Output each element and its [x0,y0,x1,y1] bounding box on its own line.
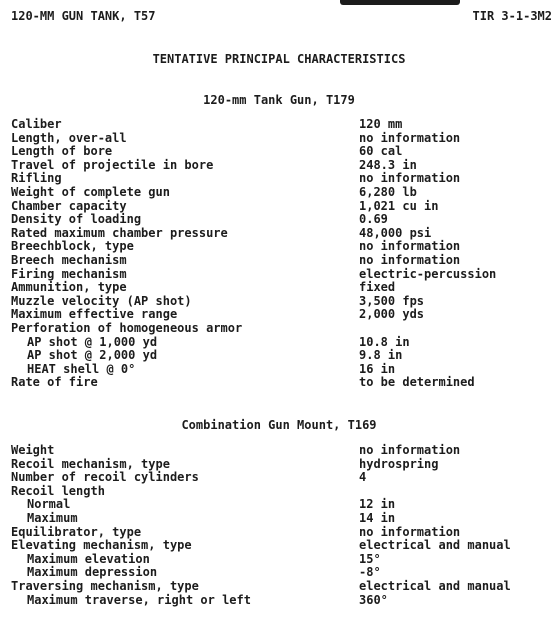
characteristic-value: 4 [359,470,367,485]
characteristic-label: Length of bore [11,144,113,159]
characteristic-row [11,281,551,295]
characteristic-value: no information [359,524,461,539]
characteristic-value: 9.8 in [359,348,403,363]
characteristic-label: Recoil length [11,483,105,498]
characteristic-value: 6,280 lb [359,184,417,199]
characteristic-label: Breechblock, type [11,239,134,254]
characteristic-row [11,118,551,132]
characteristic-row [11,553,551,567]
characteristic-label: AP shot @ 2,000 yd [27,348,158,363]
characteristic-row [11,458,551,472]
header-left: 120-MM GUN TANK, T57 [11,9,156,23]
characteristic-value: 3,500 fps [359,293,425,308]
characteristic-label: Maximum depression [27,565,158,580]
characteristic-value: -8° [359,565,381,580]
characteristic-row [11,526,551,540]
characteristic-label: Length, over-all [11,130,127,145]
characteristic-value: 16 in [359,361,396,376]
characteristic-label: Weight of complete gun [11,184,170,199]
gun-mount-characteristics [11,444,551,607]
characteristic-value: no information [359,239,461,254]
characteristic-row [11,498,551,512]
characteristic-value: no information [359,252,461,267]
characteristic-value: 48,000 psi [359,225,432,240]
characteristic-row [11,159,551,173]
characteristic-row [11,322,551,336]
characteristic-row [11,200,551,214]
characteristic-value: 14 in [359,510,396,525]
characteristic-value: 0.69 [359,212,388,227]
characteristic-value: electrical and manual [359,538,511,553]
characteristic-label: Number of recoil cylinders [11,470,199,485]
characteristic-value: 120 mm [359,117,403,131]
characteristic-row [11,213,551,227]
characteristic-row [11,268,551,282]
characteristic-row [11,186,551,200]
characteristic-label: Rate of fire [11,375,98,390]
characteristic-label: Elevating mechanism, type [11,538,192,553]
characteristic-row [11,240,551,254]
characteristic-row [11,254,551,268]
characteristic-label: Maximum effective range [11,307,178,322]
characteristic-label: Maximum elevation [27,551,150,566]
characteristic-label: Equilibrator, type [11,524,142,539]
characteristic-row [11,363,551,377]
characteristic-value: hydrospring [359,456,439,471]
characteristic-label: Maximum [27,510,78,525]
characteristic-row [11,132,551,146]
characteristic-label: Travel of projectile in bore [11,157,214,172]
characteristic-row [11,376,551,390]
characteristic-label: Traversing mechanism, type [11,578,199,593]
characteristic-row [11,172,551,186]
characteristic-row [11,295,551,309]
characteristic-row [11,145,551,159]
characteristic-value: electric-percussion [359,266,497,281]
characteristic-row [11,227,551,241]
characteristic-row [11,539,551,553]
characteristic-label: Breech mechanism [11,252,127,267]
characteristic-row [11,336,551,350]
characteristic-label: Rated maximum chamber pressure [11,225,228,240]
characteristic-value: no information [359,443,461,457]
characteristic-label: Ammunition, type [11,280,127,295]
tank-gun-characteristics [11,118,551,390]
characteristic-value: fixed [359,280,396,295]
characteristic-row [11,512,551,526]
section-title-tank-gun: 120-mm Tank Gun, T179 [203,93,355,107]
characteristic-label: Chamber capacity [11,198,127,213]
characteristic-value: 248.3 in [359,157,417,172]
characteristic-value: 15° [359,551,381,566]
characteristic-value: 360° [359,592,388,607]
redaction-mark [340,0,460,5]
characteristic-value: 60 cal [359,144,403,159]
characteristic-label: Maximum traverse, right or left [27,592,251,607]
characteristic-label: Muzzle velocity (AP shot) [11,293,192,308]
characteristic-value: no information [359,171,461,186]
characteristic-value: electrical and manual [359,578,511,593]
characteristic-row [11,471,551,485]
characteristic-label: Density of loading [11,212,142,227]
characteristic-row [11,580,551,594]
characteristic-value: 12 in [359,497,396,512]
characteristic-label: Caliber [11,117,62,131]
characteristic-row [11,349,551,363]
characteristic-label: Rifling [11,171,62,186]
characteristic-label: HEAT shell @ 0° [27,361,136,376]
characteristic-label: AP shot @ 1,000 yd [27,334,158,349]
characteristic-row [11,308,551,322]
characteristic-value: to be determined [359,375,475,390]
characteristic-row [11,566,551,580]
characteristic-label: Recoil mechanism, type [11,456,170,471]
characteristic-value: 10.8 in [359,334,410,349]
characteristic-row [11,485,551,499]
characteristic-label: Perforation of homogeneous armor [11,320,243,335]
section-title-gun-mount: Combination Gun Mount, T169 [181,418,377,432]
characteristic-label: Normal [27,497,71,512]
characteristic-value: no information [359,130,461,145]
document-title: TENTATIVE PRINCIPAL CHARACTERISTICS [152,52,406,66]
header-right: TIR 3-1-3M2 [472,9,552,23]
characteristic-row [11,594,551,608]
characteristic-label: Weight [11,443,55,457]
characteristic-value: 1,021 cu in [359,198,439,213]
characteristic-row [11,444,551,458]
characteristic-label: Firing mechanism [11,266,127,281]
characteristic-value: 2,000 yds [359,307,425,322]
